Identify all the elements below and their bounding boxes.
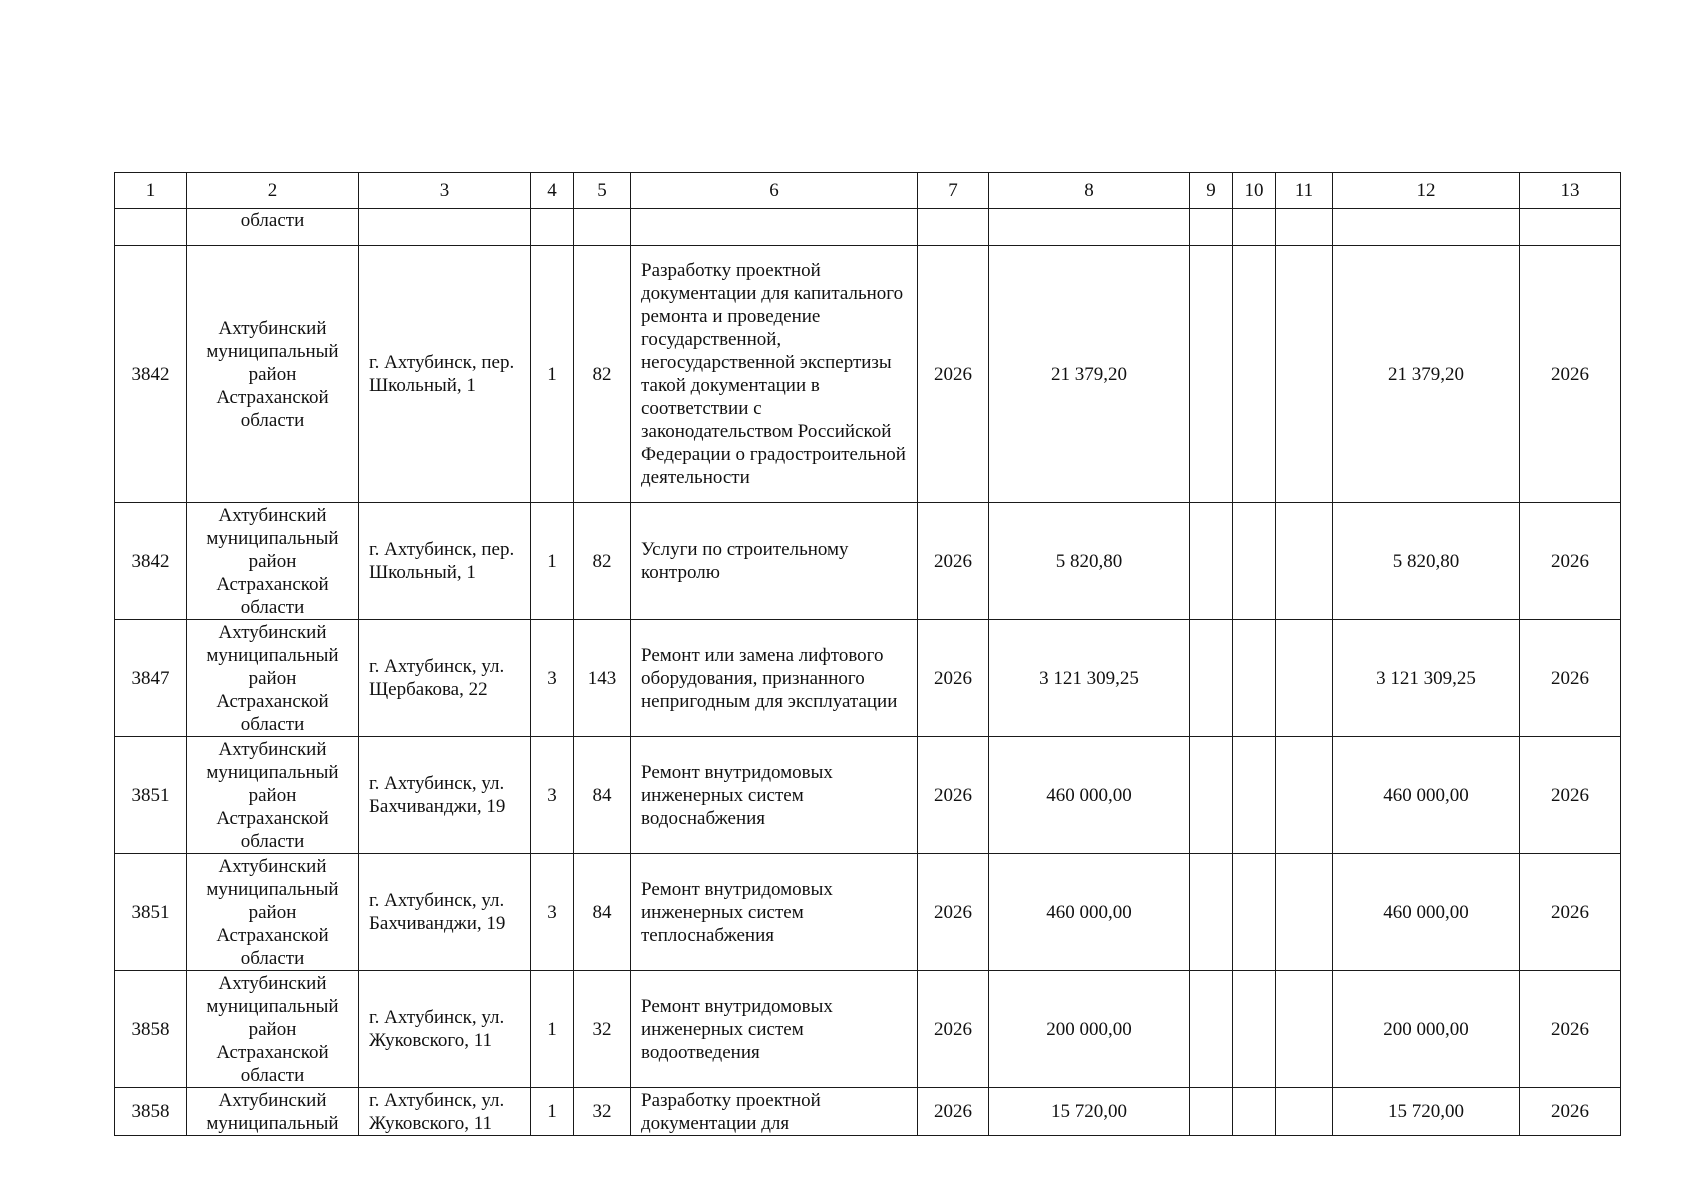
row-apartments: 84 [574,737,631,854]
row-id: 3847 [115,620,187,737]
column-number: 3 [359,173,531,209]
row-area: Ахтубинский муниципальный [187,1088,359,1136]
row-floors [531,209,574,246]
column-number-row [115,173,1621,209]
row-col-11 [1276,1088,1333,1136]
row-area: Ахтубинский муниципальный район Астраханской области [187,503,359,620]
row-apartments: 32 [574,1088,631,1136]
row-id: 3851 [115,854,187,971]
row-fund-cost: 3 121 309,25 [1333,620,1520,737]
column-number: 11 [1276,173,1333,209]
row-col-10 [1233,971,1276,1088]
row-id: 3858 [115,971,187,1088]
row-col-11 [1276,971,1333,1088]
row-id: 3858 [115,1088,187,1136]
row-year: 2026 [918,1088,989,1136]
table-row [115,971,1621,1088]
row-address: г. Ахтубинск, ул. Жуковского, 11 [359,1088,531,1136]
table-row [115,1088,1621,1136]
row-work: Ремонт внутридомовых инженерных систем водоотведения [631,971,918,1088]
row-work: Ремонт внутридомовых инженерных систем теплоснабжения [631,854,918,971]
row-area: Ахтубинский муниципальный район Астраханской области [187,246,359,503]
table-row [115,209,1621,246]
row-area: Ахтубинский муниципальный район Астраханской области [187,737,359,854]
row-floors: 1 [531,246,574,503]
row-address [359,209,531,246]
row-year: 2026 [918,246,989,503]
row-fund-cost: 200 000,00 [1333,971,1520,1088]
row-fund-cost [1333,209,1520,246]
row-cost: 21 379,20 [989,246,1190,503]
table-row [115,620,1621,737]
row-work: Разработку проектной документации для [631,1088,918,1136]
row-col-9 [1190,620,1233,737]
row-apartments: 84 [574,854,631,971]
column-number: 4 [531,173,574,209]
row-work: Ремонт внутридомовых инженерных систем водоснабжения [631,737,918,854]
row-address: г. Ахтубинск, ул. Щербакова, 22 [359,620,531,737]
row-col-9 [1190,209,1233,246]
row-area: Ахтубинский муниципальный район Астраханской области [187,620,359,737]
row-floors: 1 [531,503,574,620]
row-id: 3842 [115,503,187,620]
column-number: 1 [115,173,187,209]
row-cost: 200 000,00 [989,971,1190,1088]
row-end-year: 2026 [1520,971,1621,1088]
row-col-10 [1233,620,1276,737]
row-id: 3851 [115,737,187,854]
column-number: 9 [1190,173,1233,209]
row-cost: 3 121 309,25 [989,620,1190,737]
row-apartments [574,209,631,246]
row-year: 2026 [918,620,989,737]
table-row [115,503,1621,620]
row-floors: 3 [531,854,574,971]
row-col-11 [1276,737,1333,854]
row-col-9 [1190,854,1233,971]
column-number: 8 [989,173,1190,209]
row-apartments: 143 [574,620,631,737]
row-col-9 [1190,503,1233,620]
row-area: Ахтубинский муниципальный район Астраханской области [187,971,359,1088]
row-apartments: 32 [574,971,631,1088]
row-end-year: 2026 [1520,246,1621,503]
row-area: Ахтубинский муниципальный район Астраханской области [187,854,359,971]
row-col-10 [1233,737,1276,854]
row-floors: 3 [531,737,574,854]
row-cost: 460 000,00 [989,854,1190,971]
row-floors: 1 [531,971,574,1088]
row-col-10 [1233,854,1276,971]
row-col-11 [1276,246,1333,503]
table-row [115,854,1621,971]
row-end-year [1520,209,1621,246]
row-end-year: 2026 [1520,737,1621,854]
row-col-9 [1190,737,1233,854]
row-work: Разработку проектной документации для капитального ремонта и проведение государственной, негосударственной экспертизы такой документации в соответствии с законодательством Российской Федерации о градостроительной деятельности [631,246,918,503]
row-col-11 [1276,209,1333,246]
row-floors: 1 [531,1088,574,1136]
row-work [631,209,918,246]
row-end-year: 2026 [1520,620,1621,737]
row-address: г. Ахтубинск, ул. Бахчиванджи, 19 [359,854,531,971]
row-col-11 [1276,854,1333,971]
row-fund-cost: 15 720,00 [1333,1088,1520,1136]
row-address: г. Ахтубинск, пер. Школьный, 1 [359,503,531,620]
row-id: 3842 [115,246,187,503]
row-col-9 [1190,1088,1233,1136]
column-number: 12 [1333,173,1520,209]
row-floors: 3 [531,620,574,737]
column-number: 13 [1520,173,1621,209]
column-number: 6 [631,173,918,209]
row-year: 2026 [918,503,989,620]
row-col-9 [1190,246,1233,503]
row-end-year: 2026 [1520,1088,1621,1136]
row-address: г. Ахтубинск, пер. Школьный, 1 [359,246,531,503]
column-number: 5 [574,173,631,209]
row-area: области [187,209,359,246]
row-year: 2026 [918,737,989,854]
row-cost [989,209,1190,246]
row-fund-cost: 460 000,00 [1333,737,1520,854]
row-cost: 15 720,00 [989,1088,1190,1136]
row-id [115,209,187,246]
row-apartments: 82 [574,503,631,620]
row-end-year: 2026 [1520,503,1621,620]
row-work: Ремонт или замена лифтового оборудования, признанного непригодным для эксплуатации [631,620,918,737]
row-fund-cost: 5 820,80 [1333,503,1520,620]
capital-repair-table [114,172,1621,1136]
table-row [115,246,1621,503]
row-apartments: 82 [574,246,631,503]
row-work: Услуги по строительному контролю [631,503,918,620]
row-year: 2026 [918,971,989,1088]
row-fund-cost: 460 000,00 [1333,854,1520,971]
row-col-10 [1233,1088,1276,1136]
table-row [115,737,1621,854]
row-end-year: 2026 [1520,854,1621,971]
row-col-10 [1233,503,1276,620]
row-cost: 460 000,00 [989,737,1190,854]
row-col-9 [1190,971,1233,1088]
row-year: 2026 [918,854,989,971]
row-cost: 5 820,80 [989,503,1190,620]
column-number: 2 [187,173,359,209]
row-col-10 [1233,246,1276,503]
row-address: г. Ахтубинск, ул. Бахчиванджи, 19 [359,737,531,854]
row-col-10 [1233,209,1276,246]
column-number: 7 [918,173,989,209]
row-fund-cost: 21 379,20 [1333,246,1520,503]
row-col-11 [1276,620,1333,737]
column-number: 10 [1233,173,1276,209]
row-address: г. Ахтубинск, ул. Жуковского, 11 [359,971,531,1088]
row-year [918,209,989,246]
row-col-11 [1276,503,1333,620]
